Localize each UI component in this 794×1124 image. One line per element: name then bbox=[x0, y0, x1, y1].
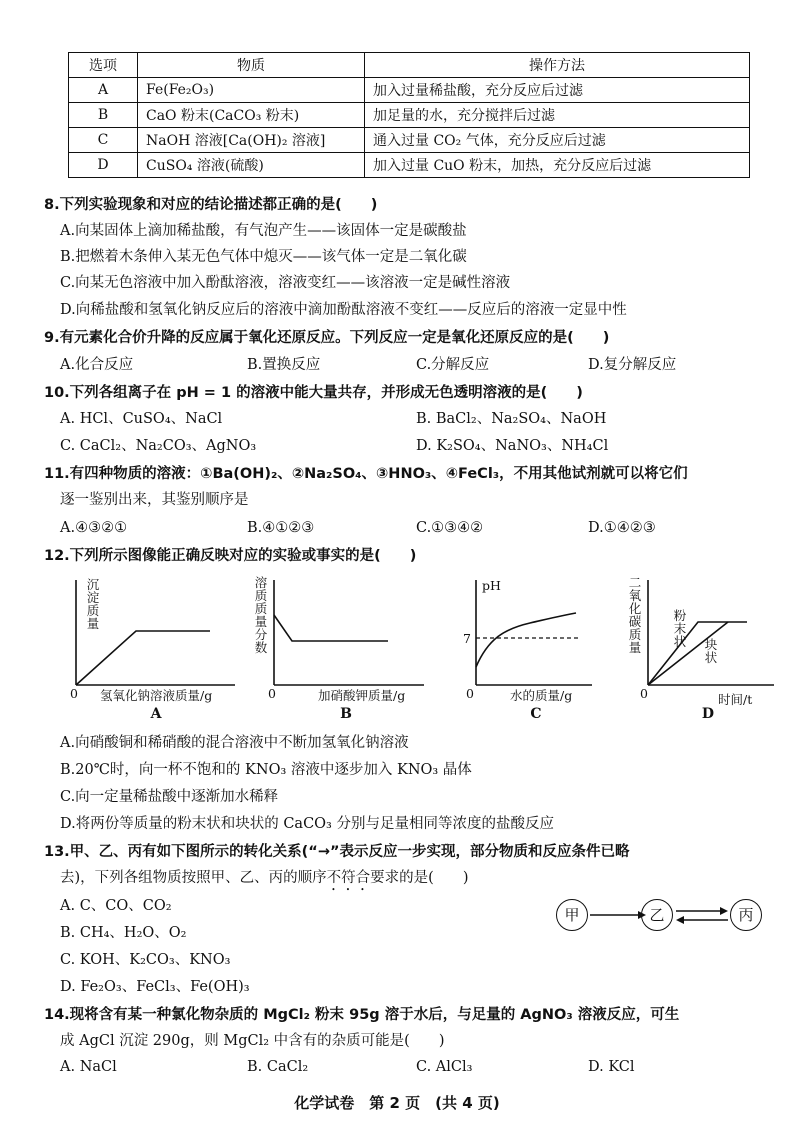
table-header-row bbox=[69, 53, 750, 78]
q10-option-c: C. CaCl₂、Na₂CO₃、AgNO₃ bbox=[60, 438, 257, 454]
table-row bbox=[69, 78, 750, 103]
chart-c-xlabel: 水的质量/g bbox=[510, 688, 573, 703]
options-table bbox=[68, 52, 750, 178]
node-yi: 乙 bbox=[641, 899, 673, 931]
chart-b-label: B bbox=[340, 706, 352, 722]
q13-emphasis: 不符合 bbox=[326, 870, 371, 886]
q11-option-d: D.①④②③ bbox=[588, 520, 656, 536]
q14-option-b: B. CaCl₂ bbox=[247, 1059, 309, 1075]
q14-option-c: C. AlCl₃ bbox=[416, 1059, 473, 1075]
table-header: 物质 bbox=[138, 53, 365, 78]
arrowhead bbox=[720, 907, 728, 915]
question-13-stem: 13.甲、乙、丙有如下图所示的转化关系(“→”表示反应一步实现，部分物质和反应条件已略 bbox=[44, 844, 630, 860]
table-cell: CaO 粉末(CaCO₃ 粉末) bbox=[138, 103, 365, 128]
table-cell: 通入过量 CO₂ 气体，充分反应后过滤 bbox=[365, 128, 750, 153]
q13-option-a: A. C、CO、CO₂ bbox=[60, 898, 172, 914]
arrowhead bbox=[676, 916, 684, 924]
chart-b-ylabel: 溶质质量分数 bbox=[254, 575, 268, 655]
chart-d-ylabel: 二氧化碳质量 bbox=[628, 575, 642, 655]
chart-c-mark: 7 bbox=[463, 631, 471, 646]
page-footer: 化学试卷 第 2 页 (共 4 页) bbox=[294, 1094, 500, 1112]
q12-option-c: C.向一定量稀盐酸中逐渐加水稀释 bbox=[60, 789, 279, 805]
arrowhead bbox=[638, 911, 646, 919]
table-header: 操作方法 bbox=[365, 53, 750, 78]
node-bing: 丙 bbox=[730, 899, 762, 931]
table-cell: 加入过量 CuO 粉末，加热，充分反应后过滤 bbox=[365, 153, 750, 178]
chart-c-origin: 0 bbox=[466, 686, 474, 701]
q12-option-a: A.向硝酸铜和稀硝酸的混合溶液中不断加氢氧化钠溶液 bbox=[60, 735, 409, 751]
chart-d-powder-label: 粉末状 bbox=[673, 608, 687, 649]
question-14-stem-cont: 成 AgCl 沉淀 290g，则 MgCl₂ 中含有的杂质可能是( ) bbox=[60, 1033, 445, 1049]
question-9-stem: 9.有元素化合价升降的反应属于氧化还原反应。下列反应一定是氧化还原反应的是( ) bbox=[44, 330, 610, 346]
chart-a-xlabel: 氢氧化钠溶液质量/g bbox=[100, 688, 213, 703]
table-cell: B bbox=[69, 103, 138, 128]
chart-b-xlabel: 加硝酸钾质量/g bbox=[318, 688, 406, 703]
chart-d-xlabel: 时间/t bbox=[718, 692, 753, 707]
chart-c-label: C bbox=[530, 706, 542, 722]
chart-d-label: D bbox=[701, 706, 715, 722]
chart-a-label: A bbox=[150, 706, 162, 722]
node-jia: 甲 bbox=[556, 899, 588, 931]
question-8-stem: 8.下列实验现象和对应的结论描述都正确的是( ) bbox=[44, 197, 378, 213]
q9-option-b: B.置换反应 bbox=[247, 357, 321, 373]
chart-d-powder-line bbox=[648, 622, 747, 685]
q12-option-d: D.将两份等质量的粉末状和块状的 CaCO₃ 分别与足量相同等浓度的盐酸反应 bbox=[60, 816, 554, 832]
q12-option-b: B.20℃时，向一杯不饱和的 KNO₃ 溶液中逐步加入 KNO₃ 晶体 bbox=[60, 762, 472, 778]
question-12-stem: 12.下列所示图像能正确反映对应的实验或事实的是( ) bbox=[44, 548, 417, 564]
chart-c-ylabel: pH bbox=[482, 578, 501, 593]
q9-option-d: D.复分解反应 bbox=[588, 357, 677, 373]
q13-option-c: C. KOH、K₂CO₃、KNO₃ bbox=[60, 952, 231, 968]
q13-stem-part1: 去)，下列各组物质按照甲、乙、丙的顺序 bbox=[60, 870, 327, 886]
q8-option-d: D.向稀盐酸和氢氧化钠反应后的溶液中滴加酚酞溶液不变红——反应后的溶液一定显中性 bbox=[60, 302, 627, 318]
chart-d-block-label: 块状 bbox=[704, 637, 718, 665]
q8-option-a: A.向某固体上滴加稀盐酸，有气泡产生——该固体一定是碳酸盐 bbox=[60, 223, 467, 239]
q10-option-a: A. HCl、CuSO₄、NaCl bbox=[60, 411, 223, 427]
q11-option-a: A.④③②① bbox=[60, 520, 128, 536]
q14-option-d: D. KCl bbox=[588, 1059, 635, 1075]
q13-option-b: B. CH₄、H₂O、O₂ bbox=[60, 925, 187, 941]
table-row bbox=[69, 128, 750, 153]
table-cell: Fe(Fe₂O₃) bbox=[138, 78, 365, 103]
chart-a-origin: 0 bbox=[70, 686, 78, 701]
table-cell: 加入过量稀盐酸，充分反应后过滤 bbox=[365, 78, 750, 103]
q13-option-d: D. Fe₂O₃、FeCl₃、Fe(OH)₃ bbox=[60, 979, 250, 995]
table-row bbox=[69, 103, 750, 128]
q10-option-b: B. BaCl₂、Na₂SO₄、NaOH bbox=[416, 411, 607, 427]
chart-b-origin: 0 bbox=[268, 686, 276, 701]
chart-c-curve bbox=[476, 613, 576, 667]
table-cell: A bbox=[69, 78, 138, 103]
question-11-stem-cont: 逐一鉴别出来，其鉴别顺序是 bbox=[60, 492, 249, 508]
chart-a-ylabel: 沉淀质量 bbox=[86, 577, 100, 631]
q13-stem-part3: 要求的是( ) bbox=[370, 870, 469, 886]
table-cell: NaOH 溶液[Ca(OH)₂ 溶液] bbox=[138, 128, 365, 153]
q14-option-a: A. NaCl bbox=[60, 1059, 117, 1075]
table-row bbox=[69, 153, 750, 178]
q9-option-c: C.分解反应 bbox=[416, 357, 490, 373]
table-cell: 加足量的水，充分搅拌后过滤 bbox=[365, 103, 750, 128]
question-14-stem: 14.现将含有某一种氯化物杂质的 MgCl₂ 粉末 95g 溶于水后，与足量的 AgNO₃ 溶液反应，可生 bbox=[44, 1007, 680, 1023]
chart-d-origin: 0 bbox=[640, 686, 648, 701]
table-cell: C bbox=[69, 128, 138, 153]
chart-a-line bbox=[76, 631, 210, 685]
q10-option-d: D. K₂SO₄、NaNO₃、NH₄Cl bbox=[416, 438, 609, 454]
table-cell: D bbox=[69, 153, 138, 178]
chart-b-line bbox=[274, 615, 388, 641]
q13-arrows bbox=[588, 900, 738, 932]
question-13-stem-cont bbox=[60, 868, 468, 894]
table-header: 选项 bbox=[69, 53, 138, 78]
question-11-stem: 11.有四种物质的溶液：①Ba(OH)₂、②Na₂SO₄、③HNO₃、④FeCl₃，不用其他试剂就可以将它们 bbox=[44, 466, 688, 482]
q8-option-b: B.把燃着木条伸入某无色气体中熄灭——该气体一定是二氧化碳 bbox=[60, 249, 467, 265]
question-10-stem: 10.下列各组离子在 pH = 1 的溶液中能大量共存，并形成无色透明溶液的是( ) bbox=[44, 385, 583, 401]
q8-option-c: C.向某无色溶液中加入酚酞溶液，溶液变红——该溶液一定是碱性溶液 bbox=[60, 275, 511, 291]
q9-option-a: A.化合反应 bbox=[60, 357, 134, 373]
q11-option-b: B.④①②③ bbox=[247, 520, 315, 536]
table-cell: CuSO₄ 溶液(硫酸) bbox=[138, 153, 365, 178]
q11-option-c: C.①③④② bbox=[416, 520, 484, 536]
